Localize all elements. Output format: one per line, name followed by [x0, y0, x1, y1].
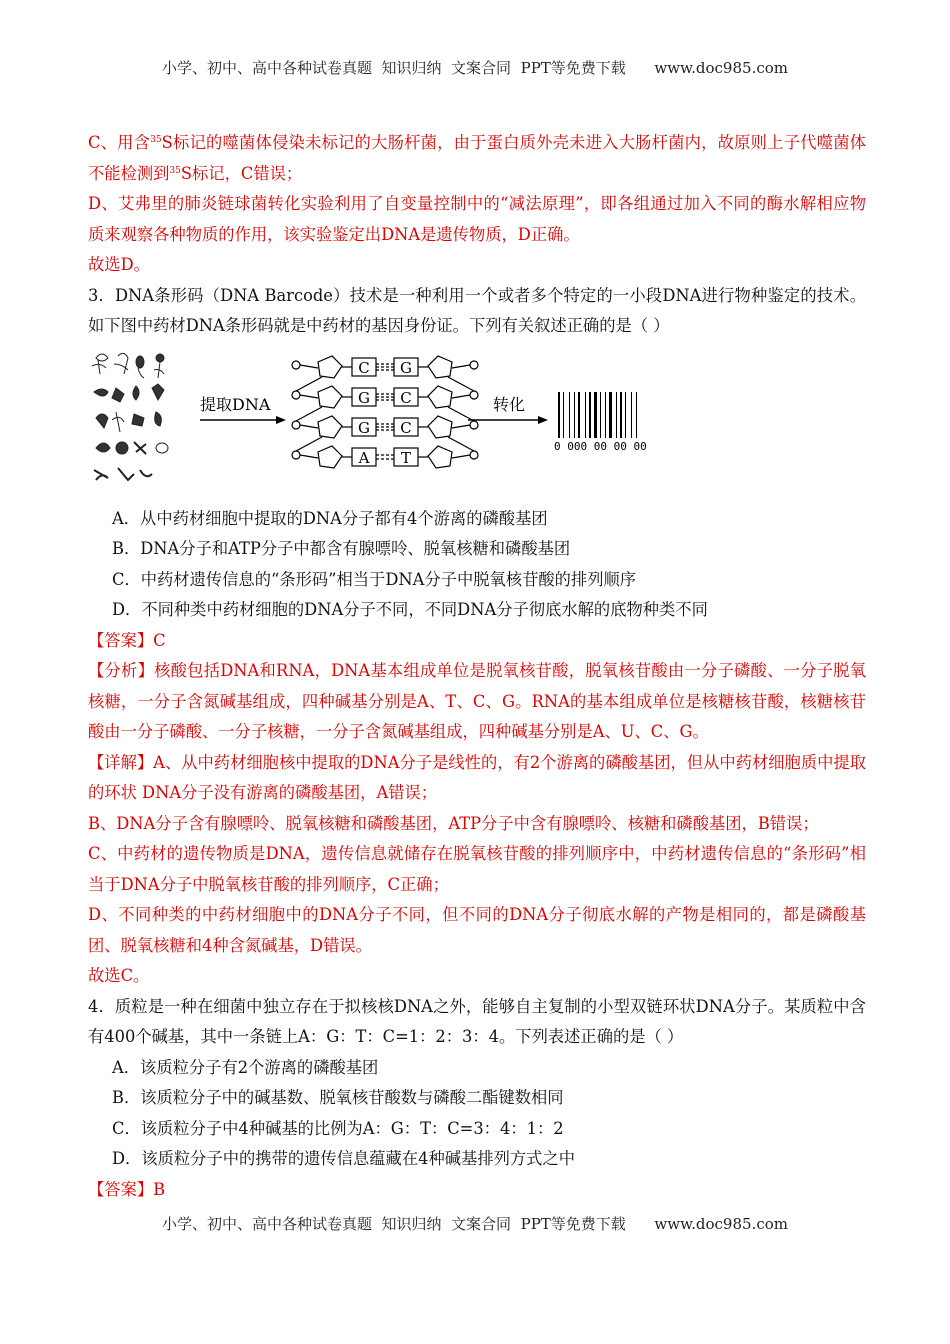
q4-option-b: B．该质粒分子中的碱基数、脱氧核苷酸数与磷酸二酯键数相同 [112, 1088, 564, 1107]
q4-option-d: D．该质粒分子中的携带的遗传信息蕴藏在4种碱基排列方式之中 [112, 1149, 576, 1168]
barcode-bar [631, 392, 632, 438]
document-body [88, 128, 866, 1205]
q2-option-c-explanation: C、用含$^{35}$S标记的噬菌体侵染未标记的大肠杆菌，由于蛋白质外壳未进入大肠杆菌内，故原则上子代噬菌体不能检测到$^{35}$S标记，C错误； [88, 133, 866, 183]
page-footer: 小学、初中、高中各种试卷真题 知识归纳 文案合同 PPT等免费下载 www.doc985.com [161, 1215, 788, 1233]
barcode-bar [585, 392, 586, 438]
barcode-bar [636, 392, 637, 438]
extract-arrow-label: 提取DNA [200, 394, 271, 414]
q4-answer: 【答案】B [88, 1179, 166, 1199]
herbs-illustration [92, 353, 168, 480]
barcode-bar [569, 392, 570, 438]
barcode-bar [620, 392, 622, 438]
q4-option-c: C．该质粒分子中4种碱基的比例为A：G：T：C=3：4：1：2 [112, 1118, 564, 1138]
q3-answer: 【答案】C [88, 630, 166, 650]
base-right-2: C [400, 388, 412, 407]
barcode-bar [574, 392, 575, 438]
q3-detail-b: B、DNA分子含有腺嘌呤、脱氧核糖和磷酸基团，ATP分子中含有腺嘌呤、核糖和磷酸基团，B错误； [88, 813, 819, 833]
dna-barcode-diagram [88, 348, 866, 500]
base-left-1: C [358, 358, 370, 377]
barcode-bar [605, 392, 606, 438]
q3-detail-a: 【详解】A、从中药材细胞核中提取的DNA分子是线性的，有2个游离的磷酸基团，但从中药材细胞质中提取的环状 DNA分子没有游离的磷酸基团，A错误； [88, 752, 866, 802]
barcode-bar [594, 392, 597, 438]
base-right-3: C [400, 418, 412, 437]
barcode-bar [600, 392, 601, 438]
q3-option-a: A．从中药材细胞中提取的DNA分子都有4个游离的磷酸基团 [112, 508, 548, 528]
base-right-4: T [400, 448, 412, 467]
q3-detail-c: C、中药材的遗传物质是DNA，遗传信息就储存在脱氧核苷酸的排列顺序中，中药材遗传信息的“条形码”相当于DNA分子中脱氧核苷酸的排列顺序，C正确； [88, 844, 866, 894]
base-right-1: G [400, 358, 412, 377]
barcode-bar [625, 392, 626, 438]
base-left-3: G [358, 418, 370, 437]
page-header: 小学、初中、高中各种试卷真题 知识归纳 文案合同 PPT等免费下载 www.doc985.com [161, 59, 788, 77]
q3-option-b: B．DNA分子和ATP分子中都含有腺嘌呤、脱氧核糖和磷酸基团 [112, 539, 571, 558]
q3-detail-d: D、不同种类的中药材细胞中的DNA分子不同，但不同的DNA分子彻底水解的产物是相同的，都是磷酸基团、脱氧核糖和4种含氮碱基，D错误。 [88, 905, 866, 955]
q4-stem: 4．质粒是一种在细菌中独立存在于拟核核DNA之外，能够自主复制的小型双链环状DNA分子。某质粒中含有400个碱基，其中一条链上A：G：T：C=1：2：3：4。下列表述正确的是（ ） [88, 996, 866, 1046]
barcode-digits: 0 000 00 00 00 [554, 439, 647, 453]
barcode-bar [578, 392, 580, 438]
barcode-bar [609, 392, 612, 438]
q2-option-d-explanation: D、艾弗里的肺炎链球菌转化实验利用了自变量控制中的“减法原理”，即各组通过加入不同的酶水解相应物质来观察各种物质的作用，该实验鉴定出DNA是遗传物质，D正确。 [88, 194, 866, 244]
barcode-bar [616, 392, 617, 438]
convert-arrow-head [538, 416, 548, 424]
q3-analysis: 【分析】核酸包括DNA和RNA，DNA基本组成单位是脱氧核苷酸，脱氧核苷酸由一分子磷酸、一分子脱氧核糖，一分子含氮碱基组成，四种碱基分别是A、T、C、G。RNA的基本组成单位是核糖核苷酸，核糖核苷酸由一分子磷酸、一分子核糖，一分子含氮碱基组成，四种碱基分别是A、U、C、G。 [88, 661, 866, 741]
dna-barcode-figure [88, 348, 866, 500]
barcode-graphic [558, 392, 637, 438]
q4-option-a: A．该质粒分子有2个游离的磷酸基团 [112, 1057, 379, 1077]
base-left-2: G [358, 388, 370, 407]
barcode-bar [589, 392, 591, 438]
dna-ladder [292, 356, 478, 468]
convert-arrow-label: 转化 [493, 394, 526, 414]
barcode-bar [563, 392, 564, 438]
q2-conclusion: 故选D。 [88, 255, 150, 274]
q3-option-c: C．中药材遗传信息的“条形码”相当于DNA分子中脱氧核苷酸的排列顺序 [112, 569, 637, 589]
q3-stem: 3．DNA条形码（DNA Barcode）技术是一种利用一个或者多个特定的一小段DNA进行物种鉴定的技术。如下图中药材DNA条形码就是中药材的基因身份证。下列有关叙述正确的是（ ） [88, 285, 866, 335]
q3-option-d: D．不同种类中药材细胞的DNA分子不同，不同DNA分子彻底水解的底物种类不同 [112, 600, 708, 619]
base-left-4: A [358, 448, 370, 467]
q3-conclusion: 故选C。 [88, 966, 150, 985]
barcode-bar [558, 392, 560, 438]
extract-arrow-head [276, 416, 286, 424]
